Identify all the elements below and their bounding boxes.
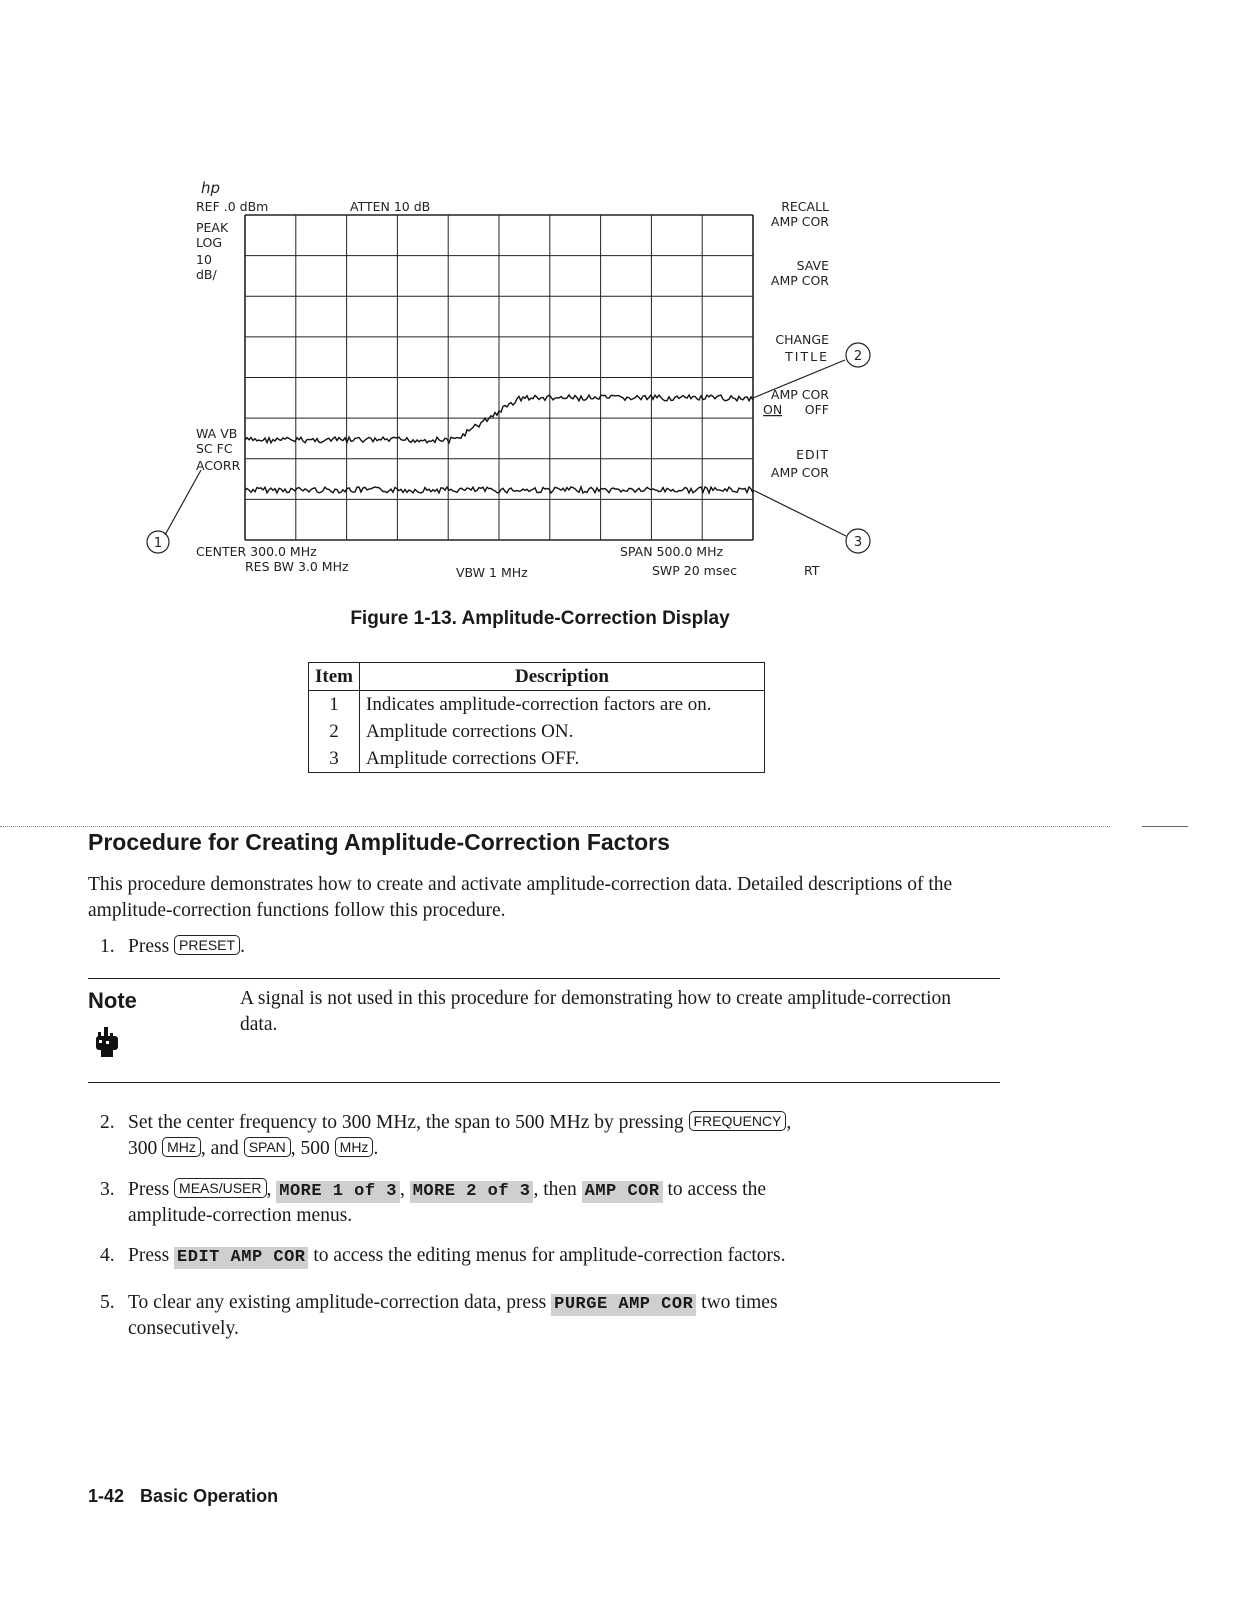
margin-divider (1142, 826, 1188, 827)
step-1 (100, 934, 980, 960)
step-text: to access the editing menus for amplitude-correction factors. (313, 1245, 786, 1266)
step-text: . (240, 936, 245, 957)
step-4 (100, 1243, 980, 1269)
step-number: 5. (100, 1292, 115, 1313)
table-row (309, 745, 765, 773)
rt-label: RT (804, 563, 820, 578)
table-cell-description: Indicates amplitude-correction factors are on. (360, 691, 765, 719)
hp-logo: hp (201, 179, 221, 197)
note-top-rule (88, 978, 1000, 979)
softkey-change-line1: CHANGE (775, 332, 829, 347)
step-text: two times (701, 1292, 778, 1313)
preset-key: PRESET (174, 935, 240, 955)
step-text: Press (128, 936, 170, 957)
table-cell-description: Amplitude corrections OFF. (360, 745, 765, 773)
softkey-more-2-of-3: MORE 2 of 3 (410, 1181, 534, 1203)
span-key: SPAN (244, 1137, 291, 1157)
section-title: Procedure for Creating Amplitude-Correction Factors (88, 829, 670, 855)
note-label: Note (88, 988, 137, 1013)
step-number: 3. (100, 1179, 115, 1200)
softkey-edit-amp-cor: EDIT AMP COR (174, 1247, 308, 1269)
meas-user-key: MEAS/USER (174, 1178, 266, 1198)
softkey-recall-line2: AMP COR (770, 214, 829, 229)
step-text: , and (200, 1138, 239, 1159)
step-text: , (399, 1179, 405, 1200)
softkey-edit-line1: EDIT (796, 447, 829, 462)
page-number: 1-42 (88, 1486, 125, 1506)
softkey-more-1-of-3: MORE 1 of 3 (276, 1181, 400, 1203)
center-freq-label: CENTER 300.0 MHz (196, 544, 317, 559)
callout-2-number: 2 (853, 349, 863, 364)
callout-1-number: 1 (153, 536, 163, 551)
step-number: 4. (100, 1245, 115, 1266)
table-header-description: Description (360, 663, 765, 691)
step-2 (100, 1110, 980, 1162)
step-text: to access the (667, 1179, 766, 1200)
frequency-key: FREQUENCY (689, 1111, 787, 1131)
table-row (309, 691, 765, 719)
softkey-save-line1: SAVE (796, 258, 829, 273)
table-cell-item: 2 (309, 718, 360, 745)
section-divider (0, 826, 1110, 827)
step-text: , (266, 1179, 272, 1200)
step-text: Press (128, 1245, 170, 1266)
table-cell-item: 3 (309, 745, 360, 773)
callout-3-number: 3 (853, 535, 863, 550)
status-sc-fc: SC FC (196, 441, 233, 456)
step-3 (100, 1177, 980, 1229)
softkey-purge-amp-cor: PURGE AMP COR (551, 1294, 696, 1316)
softkey-recall-line1: RECALL (781, 199, 829, 214)
res-bw-label: RES BW 3.0 MHz (245, 559, 349, 574)
softkey-amp-cor: AMP COR (582, 1181, 663, 1203)
span-label: SPAN 500.0 MHz (620, 544, 724, 559)
vbw-label: VBW 1 MHz (456, 565, 528, 580)
step-text: , (786, 1112, 792, 1133)
table-cell-description: Amplitude corrections ON. (360, 718, 765, 745)
note-bottom-rule (88, 1082, 1000, 1083)
mhz-key: MHz (162, 1137, 201, 1157)
softkey-change-line2: TITLE (785, 349, 829, 364)
softkey-save-line2: AMP COR (770, 273, 829, 288)
scale-value-label: 10 (196, 252, 212, 267)
step-number: 2. (100, 1112, 115, 1133)
step-text: To clear any existing amplitude-correction data, press (128, 1292, 547, 1313)
step-continuation: amplitude-correction menus. (128, 1205, 353, 1226)
amplitude-correction-display-figure (0, 0, 1237, 600)
scale-unit-label: dB/ (196, 267, 217, 282)
ref-level-label: REF .0 dBm (196, 199, 269, 214)
pointing-hand-icon (94, 1026, 120, 1058)
step-text: , 500 (290, 1138, 330, 1159)
softkey-ampcor-on: ON (763, 402, 783, 417)
note-text: A signal is not used in this procedure for demonstrating how to create amplitude-correction data. (240, 988, 952, 1035)
intro-paragraph: This procedure demonstrates how to create and activate amplitude-correction data. Detailed descriptions of the amplitude-correction functions follow this procedure. (88, 874, 953, 921)
sweep-time-label: SWP 20 msec (652, 563, 737, 578)
step-text: 300 (128, 1138, 158, 1159)
step-number: 1. (100, 936, 115, 957)
table-header-item: Item (309, 663, 360, 691)
table-row (309, 718, 765, 745)
softkey-ampcor-line1: AMP COR (770, 387, 829, 402)
mhz-key: MHz (335, 1137, 374, 1157)
step-text: . (373, 1138, 379, 1159)
peak-label: PEAK (196, 220, 229, 235)
item-description-table (308, 662, 765, 773)
table-cell-item: 1 (309, 691, 360, 719)
softkey-ampcor-off: OFF (804, 402, 829, 417)
step-continuation (100, 1136, 980, 1162)
step-5 (100, 1290, 980, 1342)
figure-caption: Figure 1-13. Amplitude-Correction Display (350, 608, 730, 629)
page-footer (88, 1486, 278, 1507)
atten-label: ATTEN 10 dB (350, 199, 431, 214)
step-text: , then (533, 1179, 577, 1200)
status-acorr: ACORR (196, 458, 241, 473)
step-continuation: consecutively. (128, 1318, 239, 1339)
footer-section: Basic Operation (140, 1486, 279, 1506)
step-text: Press (128, 1179, 170, 1200)
log-label: LOG (196, 235, 223, 250)
step-text: Set the center frequency to 300 MHz, the span to 500 MHz by pressing (128, 1112, 684, 1133)
softkey-edit-line2: AMP COR (770, 465, 829, 480)
status-wa-vb: WA VB (196, 426, 238, 441)
